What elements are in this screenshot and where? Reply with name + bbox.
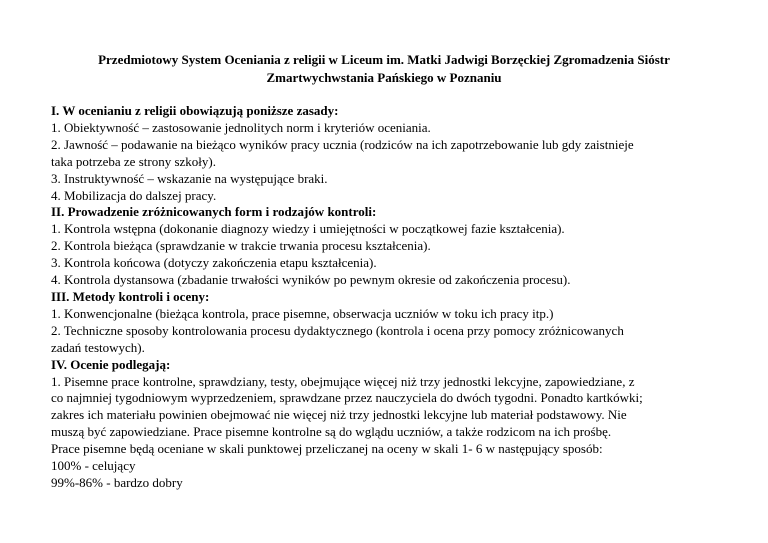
section-heading: II. Prowadzenie zróżnicowanych form i rodzajów kontroli: <box>51 204 377 220</box>
text-line: 4. Mobilizacja do dalszej pracy. <box>51 187 217 203</box>
text-line: zakres ich materiału powinien obejmować nie więcej niż trzy jednostki lekcyjne lub materiał podstawowy. Nie <box>51 407 627 423</box>
document-title <box>40 51 728 87</box>
text-line: co najmniej tygodniowym wyprzedzeniem, sprawdzane przez nauczyciela do dwóch tygodni. Ponadto kartkówki; <box>51 390 643 406</box>
text-line: 3. Kontrola końcowa (dotyczy zakończenia etapu kształcenia). <box>51 255 377 271</box>
text-line: Prace pisemne będą oceniane w skali punktowej przeliczanej na oceny w skali 1- 6 w następujący sposób: <box>51 441 603 457</box>
text-line: 2. Kontrola bieżąca (sprawdzanie w trakcie trwania procesu kształcenia). <box>51 238 431 254</box>
text-line: zadań testowych). <box>51 339 145 355</box>
text-line: 2. Jawność – podawanie na bieżąco wyników pracy ucznia (rodziców na ich zapotrzebowanie lub gdy zaistnieje <box>51 136 634 152</box>
section-heading: III. Metody kontroli i oceny: <box>51 288 210 304</box>
text-line: 1. Kontrola wstępna (dokonanie diagnozy wiedzy i umiejętności w początkowej fazie kształcenia). <box>51 221 565 237</box>
text-line: 2. Techniczne sposoby kontrolowania procesu dydaktycznego (kontrola i ocena przy pomocy zróżnicowanych <box>51 322 624 338</box>
section-heading: I. W ocenianiu z religii obowiązują poniższe zasady: <box>51 103 339 118</box>
text-line: 100% - celujący <box>51 458 136 474</box>
text-line: 4. Kontrola dystansowa (zbadanie trwałości wyników po pewnym okresie od zakończenia procesu). <box>51 272 571 288</box>
text-line: 1. Konwencjonalne (bieżąca kontrola, prace pisemne, obserwacja uczniów w toku ich pracy itp.) <box>51 305 554 321</box>
text-line: 3. Instruktywność – wskazanie na występujące braki. <box>51 170 328 186</box>
text-line: taka potrzeba ze strony szkoły). <box>51 153 216 169</box>
text-line: 99%-86% - bardzo dobry <box>51 474 183 490</box>
text-line: 1. Obiektywność – zastosowanie jednolitych norm i kryteriów oceniania. <box>51 119 431 135</box>
title-line-1: Przedmiotowy System Oceniania z religii w Liceum im. Matki Jadwigi Borzęckiej Zgromadzenia Sióstr <box>98 52 670 67</box>
text-line: muszą być zapowiedziane. Prace pisemne kontrolne są do wglądu uczniów, a także rodzicom na ich prośbę. <box>51 424 612 440</box>
document-body <box>51 103 721 492</box>
section-heading: IV. Ocenie podlegają: <box>51 356 171 372</box>
text-line: 1. Pisemne prace kontrolne, sprawdziany, testy, obejmujące więcej niż trzy jednostki lekcyjne, zapowiedziane, z <box>51 373 635 389</box>
title-line-2: Zmartwychwstania Pańskiego w Poznaniu <box>266 70 502 85</box>
